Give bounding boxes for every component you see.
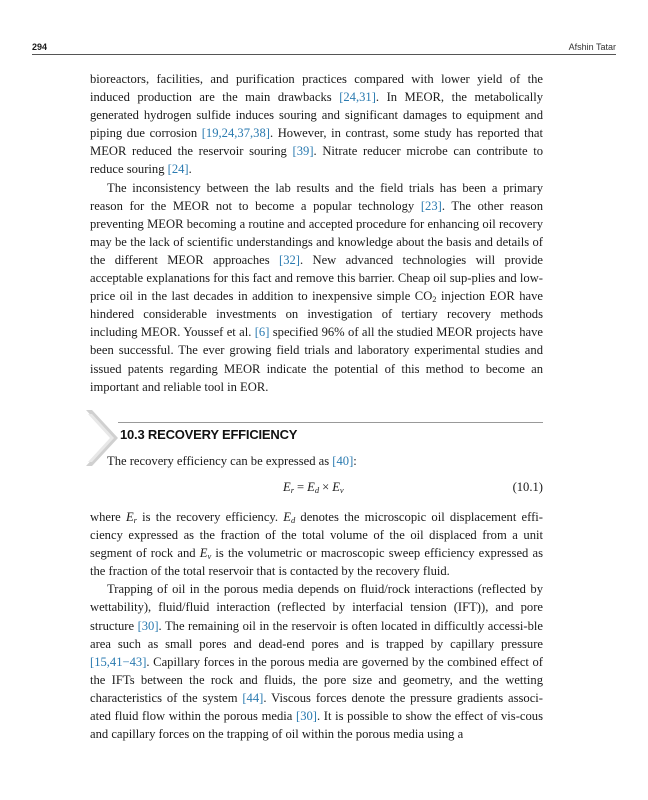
citation-link[interactable]: [19,24,37,38] xyxy=(201,126,270,141)
equation-10-1 xyxy=(90,480,543,498)
page-number: 294 xyxy=(32,42,48,52)
citation-link[interactable]: [32] xyxy=(279,252,300,267)
running-author: Afshin Tatar xyxy=(568,42,616,52)
section-intro xyxy=(90,452,543,470)
citation-link[interactable]: [44] xyxy=(242,690,264,705)
citation-link[interactable]: [24,31] xyxy=(339,90,376,105)
body-text-bottom xyxy=(90,508,543,743)
citation-link[interactable]: [39] xyxy=(292,144,314,159)
citation-link[interactable]: [40] xyxy=(332,454,354,468)
citation-link[interactable]: [30] xyxy=(137,618,159,633)
intro-paragraph: The recovery efficiency can be expressed as [40]: xyxy=(107,454,357,468)
body-text-top xyxy=(90,70,543,396)
equation-number: (10.1) xyxy=(512,480,543,494)
citation-link[interactable]: [30] xyxy=(296,709,317,724)
section-rule xyxy=(118,422,543,423)
citation-link[interactable]: [23] xyxy=(420,198,442,213)
citation-link[interactable]: [24] xyxy=(167,162,189,177)
equation-body: $E_r = E_d \times E_v$ xyxy=(283,480,344,495)
paragraph-1: bioreactors, facilities, and purification practices compared with lower yield of the induced production are the main drawbacks [24,31]. In MEOR, the metabolically generated hydrogen sulfide induces souring and significant damages to equipment and piping due corrosion [19,24,37,38]. However, in contrast, some study has reported that MEOR reduced the reservoir souring [39]. Nitrate reducer microbe can contribute to reduce souring [24]. xyxy=(90,72,543,177)
paragraph-3: where $E_r$ is the recovery efficiency. $E_d$ denotes the microscopic oil displacement effi‐ciency expressed as the fraction of the total volume of the oil displaced from a unit segment of rock and $E_v$ is the volumetric or macroscopic sweep efficiency expressed as the fraction of the total reservoir that is contacted by the recovery fluid. xyxy=(90,510,543,579)
section-heading: 10.3 RECOVERY EFFICIENCY xyxy=(120,427,298,442)
citation-link[interactable]: [6] xyxy=(254,325,270,340)
citation-link[interactable]: [15,41−43] xyxy=(90,654,147,669)
page-header xyxy=(32,40,616,55)
paragraph-4: Trapping of oil in the porous media depends on fluid/rock interactions (reflected by wettability), fluid/fluid interaction (reflected by interfacial tension (IFT)), and pore structure [30]. The remaining oil in the reservoir is often located in difficultly accessi‐ble area such as small pores and dead-end pores and is trapped by capillary pressure [15,41−43]. Capillary forces in the porous media are governed by the combined effect of the IFTs between the rock and fluids, the pore size and geometry, and the wetting characteristics of the system [44]. Viscous forces denote the pressure gradients associ‐ated fluid flow within the porous media [30]. It is possible to show the effect of vis‐cous and capillary forces on the trapping of oil within the porous media using a xyxy=(90,582,543,742)
paragraph-2: The inconsistency between the lab results and the field trials has been a primary reason for the MEOR not to become a popular technology [23]. The other reason preventing MEOR becoming a routine and accepted procedure for enhancing oil recovery may be the lack of scientific understandings and knowledge about the basis and details of the different MEOR approaches [32]. New advanced technologies will provide acceptable explanations for this fact and remove this barrier. Cheap oil sup‐plies and low-price oil in the last decades in addition to inexpensive simple $CO_2$ injection EOR have hindered considerable investments on investigation of tertiary recovery methods including MEOR. Youssef et al. [6] specified 96% of all the studied MEOR projects have been successful. The ever growing field trials and laboratory experimental studies and issued patents regarding MEOR indicate the potential of this method to become an important and reliable tool in EOR. xyxy=(90,180,543,394)
